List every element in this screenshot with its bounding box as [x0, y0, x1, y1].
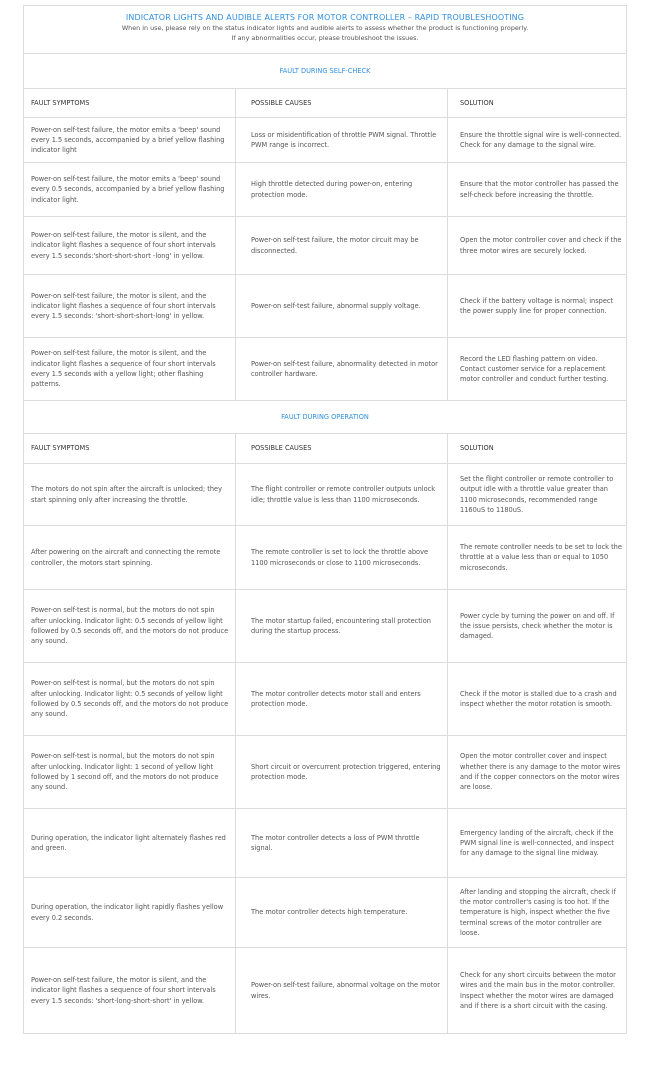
symptom-cell: During operation, the indicator light rapidly flashes yellow every 0.2 seconds. [24, 878, 236, 947]
cause-cell: Power-on self-test failure, the motor circuit may be disconnected. [236, 217, 448, 274]
cause-cell: Short circuit or overcurrent protection triggered, entering protection mode. [236, 736, 448, 808]
solution-cell: Ensure that the motor controller has passed the self-check before increasing the throttle. [460, 180, 619, 199]
cause-cell: The remote controller is set to lock the throttle above 1100 microseconds or close to 1100 microseconds. [236, 526, 448, 589]
solution-cell: Open the motor controller cover and inspect whether there is any damage to the motor wires and if the copper connectors on the motor wires are loose. [460, 752, 621, 792]
table-row [24, 217, 626, 275]
document-title: INDICATOR LIGHTS AND AUDIBLE ALERTS FOR MOTOR CONTROLLER – RAPID TROUBLESHOOTING [125, 13, 525, 22]
section-header-self-check: FAULT DURING SELF-CHECK [24, 54, 626, 89]
symptom-cell: Power-on self-test is normal, but the motors do not spin after unlocking. Indicator light: 1 second of yellow light followed by 1 second off, and the motors do not produce any sound. [24, 736, 236, 808]
symptom-cell: Power-on self-test is normal, but the motors do not spin after unlocking. Indicator light: 0.5 seconds of yellow light followed by 0.5 seconds off, and the motors do not produce any sound. [24, 663, 236, 735]
column-header-causes: POSSIBLE CAUSES [236, 89, 448, 117]
solution-cell: The remote controller needs to be set to lock the throttle at a value less than or equal to 1050 microseconds. [460, 543, 622, 572]
solution-cell: Check if the motor is stalled due to a crash and inspect whether the motor rotation is smooth. [460, 689, 617, 708]
table-row [24, 590, 626, 663]
table-header-row [24, 89, 626, 118]
table-row [24, 464, 626, 526]
column-header-solution: SOLUTION [460, 98, 494, 107]
table-row [24, 736, 626, 809]
symptom-cell: Power-on self-test failure, the motor is silent, and the indicator light flashes a sequence of four short intervals every 1.5 seconds:'short-short-short -long' in yellow. [24, 217, 236, 274]
table-row [24, 275, 626, 338]
troubleshooting-document [23, 5, 627, 1034]
section-header-operation: FAULT DURING OPERATION [24, 401, 626, 434]
intro-line-1: When in use, please rely on the status indicator lights and audible alerts to assess whether the product is functioning properly. [121, 24, 529, 32]
solution-cell: Ensure the throttle signal wire is well-connected. Check for any damage to the signal wire. [460, 130, 622, 149]
column-header-symptoms: FAULT SYMPTOMS [24, 434, 236, 463]
table-row [24, 163, 626, 217]
solution-cell: Set the flight controller or remote controller to output idle with a throttle value greater than 1100 microseconds, recommended range 1160uS to 1180uS. [460, 474, 614, 514]
table-row [24, 526, 626, 590]
symptom-cell: Power-on self-test failure, the motor emits a 'beep' sound every 0.5 seconds, accompanied by a brief yellow flashing indicator light. [24, 163, 236, 216]
table-row [24, 878, 626, 948]
symptom-cell: Power-on self-test failure, the motor emits a 'beep' sound every 1.5 seconds, accompanied by a brief yellow flashing indicator light [24, 118, 236, 162]
cause-cell: The motor controller detects high temperature. [236, 878, 448, 947]
cause-cell: Loss or misidentification of throttle PWM signal. Throttle PWM range is incorrect. [236, 118, 448, 162]
solution-cell: After landing and stopping the aircraft, check if the motor controller's casing is too hot. If the temperature is high, inspect whether the five terminal screws of the motor controller are loose. [460, 887, 616, 937]
solution-cell: Check for any short circuits between the motor wires and the main bus in the motor controller. Inspect whether the motor wires are damaged and if there is a short circuit with the casing. [460, 970, 616, 1010]
symptom-cell: During operation, the indicator light alternately flashes red and green. [24, 809, 236, 877]
symptom-cell: The motors do not spin after the aircraft is unlocked; they start spinning only after increasing the throttle. [24, 464, 236, 525]
solution-cell: Open the motor controller cover and check if the three motor wires are securely locked. [460, 236, 622, 255]
symptom-cell: Power-on self-test failure, the motor is silent, and the indicator light flashes a sequence of four short intervals every 1.5 seconds with a yellow light; other flashing patterns. [24, 338, 236, 400]
cause-cell: High throttle detected during power-on, entering protection mode. [236, 163, 448, 216]
symptom-cell: Power-on self-test failure, the motor is silent, and the indicator light flashes a sequence of four short intervals every 1.5 seconds: 'short-short-short-long' in yellow. [24, 275, 236, 337]
cause-cell: The motor startup failed, encountering stall protection during the startup process. [236, 590, 448, 662]
column-header-solution: SOLUTION [460, 444, 494, 453]
solution-cell: Check if the battery voltage is normal; inspect the power supply line for proper connection. [460, 296, 614, 315]
title-block [24, 6, 626, 54]
table-header-row [24, 434, 626, 464]
cause-cell: Power-on self-test failure, abnormality detected in motor controller hardware. [236, 338, 448, 400]
cause-cell: The motor controller detects a loss of PWM throttle signal. [236, 809, 448, 877]
cause-cell: The motor controller detects motor stall and enters protection mode. [236, 663, 448, 735]
table-row [24, 948, 626, 1033]
solution-cell: Record the LED flashing pattern on video. Contact customer service for a replacement motor controller and conduct further testing. [460, 354, 609, 384]
cause-cell: Power-on self-test failure, abnormal supply voltage. [236, 275, 448, 337]
cause-cell: Power-on self-test failure, abnormal voltage on the motor wires. [236, 948, 448, 1033]
symptom-cell: Power-on self-test failure, the motor is silent, and the indicator light flashes a sequence of four short intervals every 1.5 seconds: 'short-long-short-short' in yellow. [24, 948, 236, 1033]
table-row [24, 118, 626, 163]
intro-line-2: If any abnormalities occur, please troubleshoot the issues. [231, 33, 419, 42]
solution-cell: Power cycle by turning the power on and off. If the issue persists, check whether the motor is damaged. [460, 611, 615, 641]
table-row [24, 663, 626, 736]
cause-cell: The flight controller or remote controller outputs unlock idle; throttle value is less than 1100 microseconds. [236, 464, 448, 525]
table-row [24, 809, 626, 878]
solution-cell: Emergency landing of the aircraft, check if the PWM signal line is well-connected, and inspect for any damage to the signal line midway. [460, 828, 614, 858]
column-header-causes: POSSIBLE CAUSES [236, 434, 448, 463]
table-row [24, 338, 626, 401]
symptom-cell: Power-on self-test is normal, but the motors do not spin after unlocking. Indicator light: 0.5 seconds of yellow light followed by 0.5 seconds off, and the motors do not produce any sound. [24, 590, 236, 662]
column-header-symptoms: FAULT SYMPTOMS [24, 89, 236, 117]
symptom-cell: After powering on the aircraft and connecting the remote controller, the motors start spinning. [24, 526, 236, 589]
